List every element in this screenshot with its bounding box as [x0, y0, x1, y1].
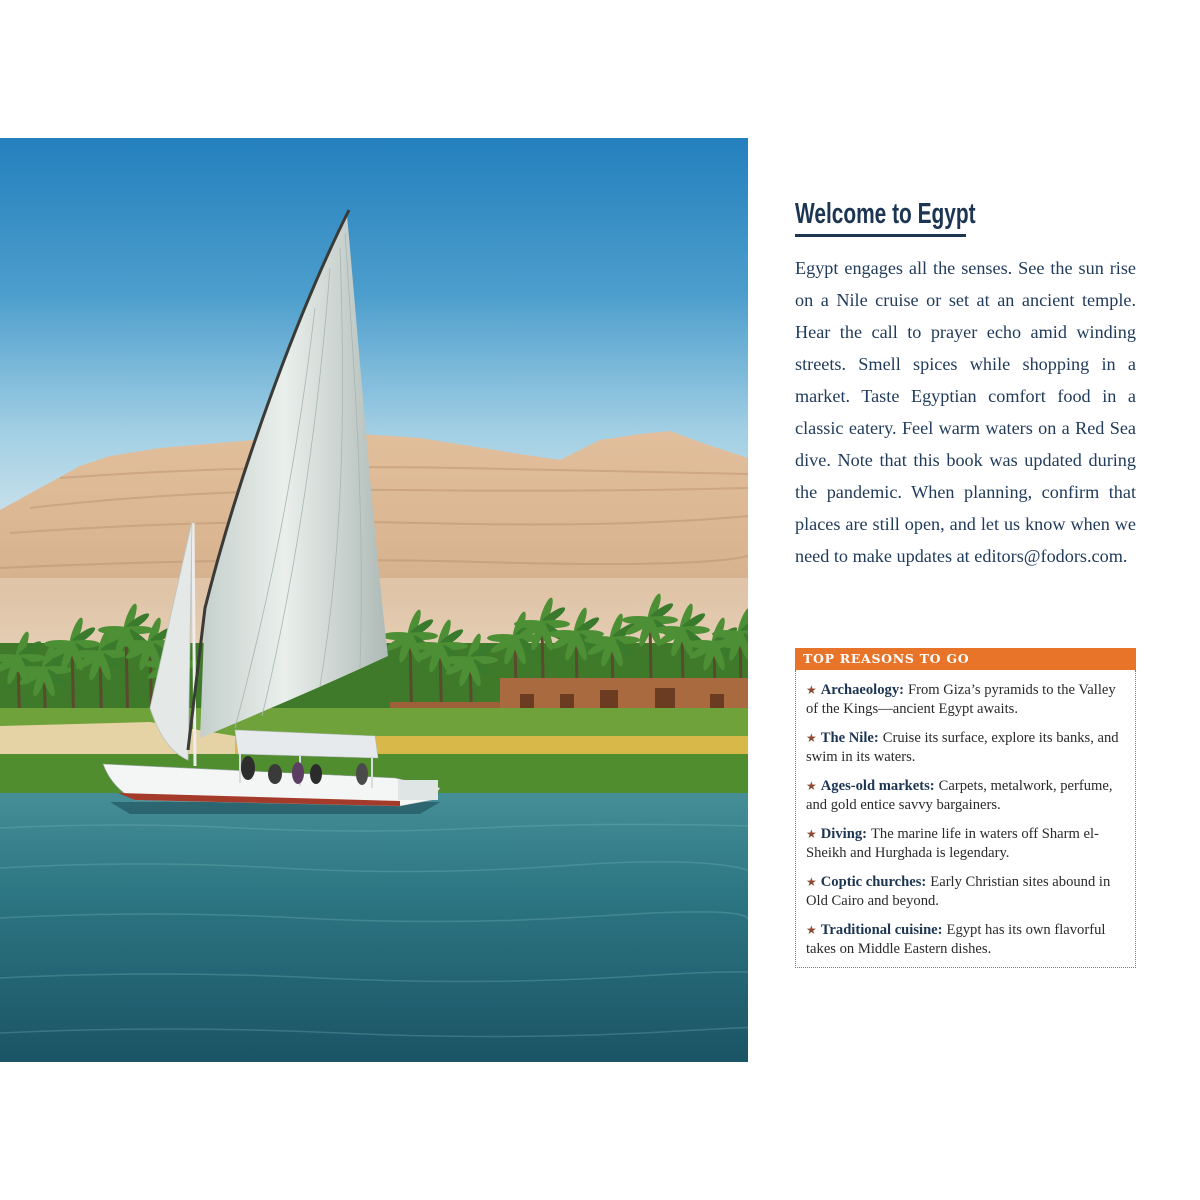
- reason-label: Coptic churches:: [820, 874, 927, 890]
- nile-felucca-photo: [0, 138, 748, 1062]
- reason-text: The marine life in waters off Sharm el-Sheikh and Hurghada is legendary.: [806, 826, 1099, 861]
- reason-text: Cruise its surface, explore its banks, and swim in its waters.: [806, 730, 1119, 765]
- reason-label: Traditional cuisine:: [820, 922, 943, 938]
- nile-water: [0, 793, 748, 1062]
- page-title: Welcome to Egypt: [795, 198, 976, 230]
- list-item: [806, 777, 1127, 815]
- reason-label: Ages-old markets:: [820, 778, 935, 794]
- reason-text: Egypt has its own flavorful takes on Middle Eastern dishes.: [806, 922, 1106, 957]
- reason-label: The Nile:: [820, 730, 879, 746]
- mast: [193, 523, 195, 766]
- list-item: [806, 729, 1127, 767]
- star-icon: [806, 778, 821, 794]
- star-icon: [806, 730, 821, 746]
- list-item: [806, 921, 1127, 959]
- top-reasons-list: [795, 670, 1136, 968]
- title-container: [795, 196, 1055, 232]
- star-icon: [806, 874, 821, 890]
- reason-label: Archaeology:: [820, 682, 904, 698]
- list-item: [806, 825, 1127, 863]
- star-icon: [806, 826, 821, 842]
- top-reasons-heading: TOP REASONS TO GO: [795, 648, 1136, 670]
- reason-text: From Giza’s pyramids to the Valley of the Kings—ancient Egypt awaits.: [806, 682, 1116, 717]
- title-underline: [795, 234, 966, 237]
- reason-text: Early Christian sites abound in Old Cairo and beyond.: [806, 874, 1111, 909]
- list-item: [806, 873, 1127, 911]
- list-item: [806, 681, 1127, 719]
- reason-text: Carpets, metalwork, perfume, and gold entice savvy bargainers.: [806, 778, 1113, 813]
- star-icon: [806, 922, 821, 938]
- star-icon: [806, 682, 821, 698]
- reason-label: Diving:: [820, 826, 867, 842]
- intro-paragraph: Egypt engages all the senses. See the sun rise on a Nile cruise or set at an ancient temple. Hear the call to prayer echo amid winding streets. Smell spices while shopping in a market. Taste Egyptian comfort food in a classic eatery. Feel warm waters on a Red Sea dive. Note that this book was updated during the pandemic. When planning, confirm that places are still open, and let us know when we need to make updates at editors@fodors.com.: [795, 258, 1136, 566]
